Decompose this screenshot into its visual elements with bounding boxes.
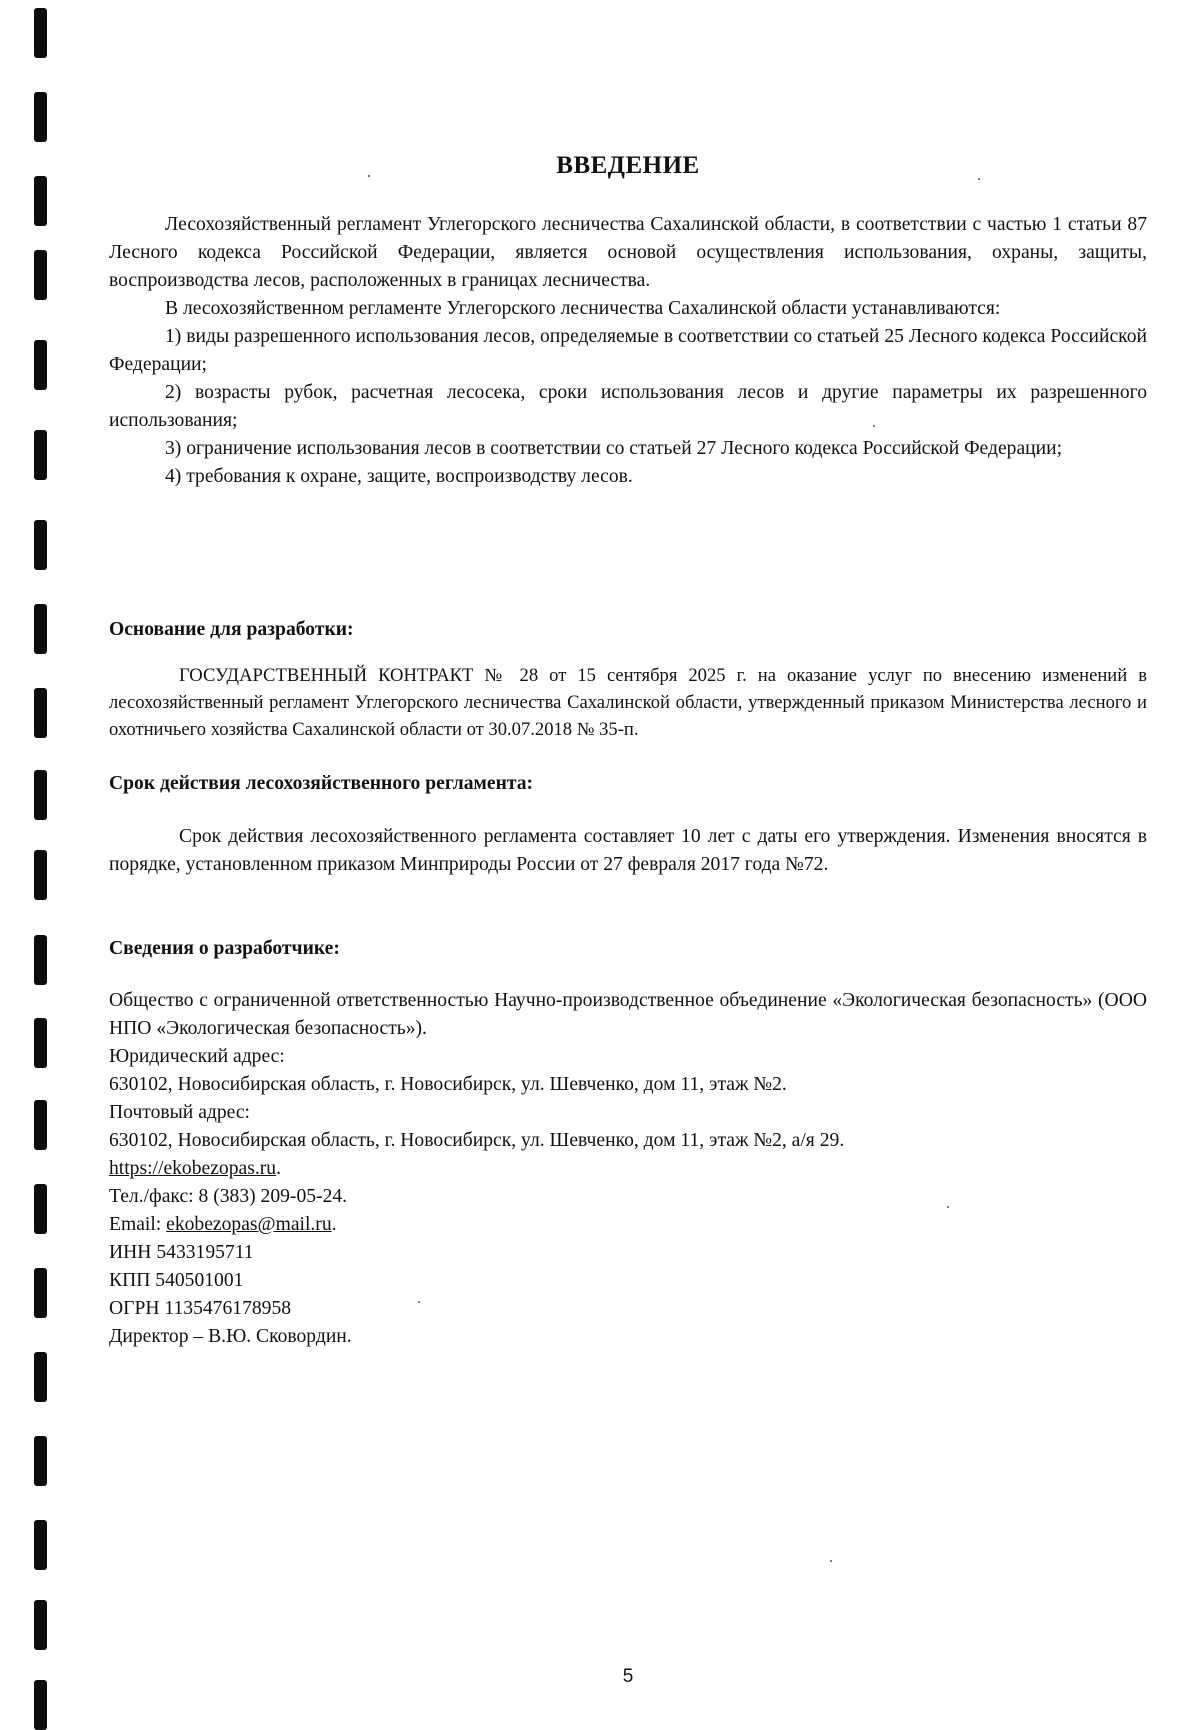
basis-text: ГОСУДАРСТВЕННЫЙ КОНТРАКТ № 28 от 15 сентября 2025 г. на оказание услуг по внесению изменений в лесохозяйственный регламент Углегорского лесничества Сахалинской области, утвержденный приказом Министерства лесного и охотничьего хозяйства Сахалинской области от 30.07.2018 № 35-п. (109, 665, 1147, 740)
validity-text: Срок действия лесохозяйственного регламента составляет 10 лет с даты его утверждения. Изменения вносятся в порядке, установленном приказом Минприроды России от 27 февраля 2017 года №72. (109, 826, 1147, 875)
list-item: 3) ограничение использования лесов в соответствии со статьей 27 Лесного кодекса Российской Федерации; (165, 438, 1063, 459)
postal-address-label: Почтовый адрес: (109, 1102, 250, 1123)
website-link[interactable]: https://ekobezopas.ru (109, 1158, 277, 1179)
inn: ИНН 5433195711 (109, 1242, 254, 1263)
legal-address: 630102, Новосибирская область, г. Новосибирск, ул. Шевченко, дом 11, этаж №2. (109, 1074, 787, 1095)
validity-heading: Срок действия лесохозяйственного регламента: (109, 773, 534, 794)
intro-section (109, 211, 1147, 491)
developer-heading: Сведения о разработчике: (109, 938, 340, 959)
developer-section (109, 987, 1147, 1351)
email-label: Email: (109, 1214, 167, 1235)
email-link[interactable]: ekobezopas@mail.ru (166, 1214, 332, 1235)
kpp: КПП 540501001 (109, 1270, 244, 1291)
phone: Тел./факс: 8 (383) 209-05-24. (109, 1186, 348, 1207)
developer-org: Общество с ограниченной ответственностью Научно-производственное объединение «Экологическая безопасность» (ООО НПО «Экологическая безопасность»). (109, 990, 1147, 1039)
basis-heading: Основание для разработки: (109, 619, 354, 640)
basis-section (109, 662, 1147, 743)
legal-address-label: Юридический адрес: (109, 1046, 285, 1067)
list-item: 4) требования к охране, защите, воспроизводству лесов. (165, 466, 633, 487)
email-line (109, 1211, 1147, 1239)
website-suffix: . (276, 1158, 281, 1179)
intro-paragraph-2: В лесохозяйственном регламенте Углегорского лесничества Сахалинской области устанавливаются: (165, 298, 1001, 319)
director: Директор – В.Ю. Сковордин. (109, 1326, 352, 1347)
validity-section (109, 823, 1147, 879)
intro-paragraph-1: Лесохозяйственный регламент Углегорского лесничества Сахалинской области, в соответствии с частью 1 статьи 87 Лесного кодекса Российской Федерации, является основой осуществления использования, охраны, защиты, воспроизводства лесов, расположенных в границах лесничества. (109, 214, 1147, 291)
page-title: ВВЕДЕНИЕ (556, 152, 700, 179)
website-line (109, 1155, 1147, 1183)
list-item: 1) виды разрешенного использования лесов, определяемые в соответствии со статьей 25 Лесного кодекса Российской Федерации; (109, 326, 1147, 375)
email-suffix: . (331, 1214, 337, 1235)
binding-holes (0, 0, 80, 1728)
list-item: 2) возрасты рубок, расчетная лесосека, сроки использования лесов и другие параметры их разрешенного использования; (109, 382, 1147, 431)
ogrn: ОГРН 1135476178958 (109, 1298, 292, 1319)
document-page (109, 0, 1147, 1728)
page-number: 5 (622, 1666, 634, 1687)
postal-address: 630102, Новосибирская область, г. Новосибирск, ул. Шевченко, дом 11, этаж №2, а/я 29. (109, 1130, 845, 1151)
